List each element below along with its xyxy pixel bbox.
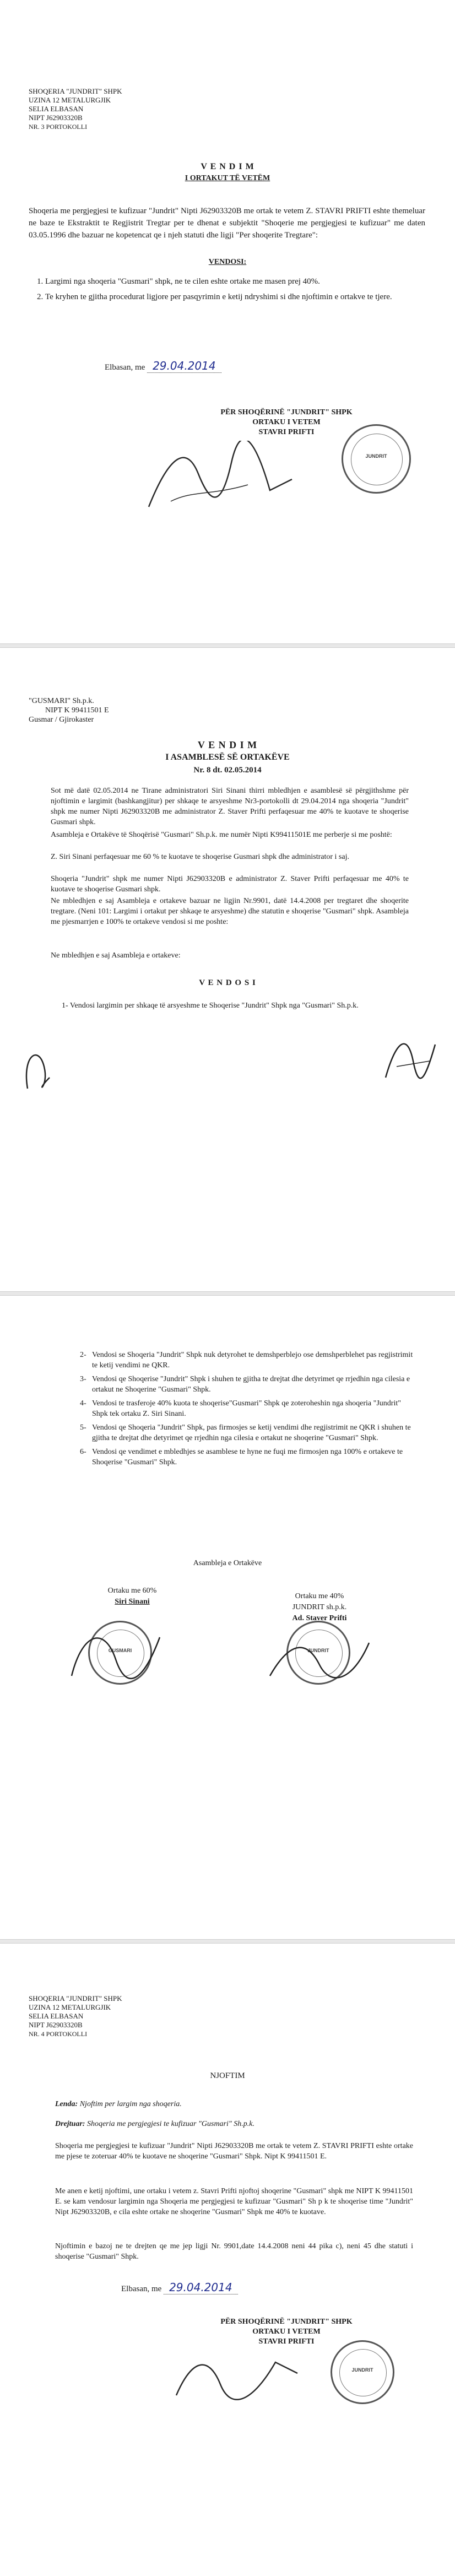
decision-item: 2. Te kryhen te gjitha procedurat ligjore per pasqyrimin e ketij ndryshimi si dhe njoftimin e ortakve te tjere. [45, 291, 431, 303]
body-paragraph: Me anen e ketij njoftimi, une ortaku i vetem z. Stavri Prifti njoftoj shoqerine "Gusmari" shpk me NIPT K 99411501 E. se kam vendosur largimin nga Shoqeria me pergjegjesi te kufizuar "Gusmari" Sh p k te shoqerise time "Jundrit" Nipt J62903320B, e cila eshte ortake ne shoqerine "Gusmari" Shpk me 40% te kuotave. [55, 2187, 413, 2216]
company-nipt: NIPT J62903320B [29, 2021, 83, 2029]
company-name: SHOQERIA "JUNDRIT" SHPK [29, 87, 122, 95]
signatory-role: Ortaku me 40% [295, 1592, 344, 1600]
company-stamp-icon: JUNDRIT [286, 1621, 350, 1685]
document-subtitle: I ORTAKUT TË VETËM [185, 174, 270, 182]
decision-item [62, 1000, 403, 1011]
company-city: Gusmar / Gjirokaster [29, 716, 94, 724]
left-signatory [72, 1585, 193, 1608]
intro-paragraph: Shoqeria me pergjegjesi te kufizuar "Jundrit" Nipti J62903320B me ortak te vetem Z. STAVRI PRIFTI eshte themeluar ne baze te Ekstraktit te Regjistrit Tregtar per te dhenat e subjektit "Shoqerie me pergjegjesi te kufizuar" me daten 03.05.1996 dhe bazuar ne kopetencat qe i njeh statuti dhe ligji "Per shoqerite Tregtare": [29, 207, 425, 240]
body-paragraph: Ne mbledhjen e saj Asambleja e ortakeve bazuar ne ligjin Nr.9901, datë 14.4.2008 per tregtaret dhe shoqerite tregtare. (Neni 101: Largimi i ortakut per shkaqe te arsyeshme) dhe statutin e shoqerise "Gusmari" shpk. Asambleja me pjesmarrjen e 100% te ortakeve vendosi si me poshte: [51, 897, 409, 926]
handwritten-signature-icon [259, 1626, 380, 1692]
decision-item [80, 1374, 416, 1395]
document-title: V E N D I M [201, 162, 254, 171]
company-city: SELIA ELBASAN [29, 2012, 84, 2020]
handwritten-date: 29.04.2014 [164, 2281, 238, 2294]
company-address: UZINA 12 METALURGJIK [29, 96, 111, 104]
signature-name: STAVRI PRIFTI [258, 2337, 315, 2346]
signatory-name: Siri Sinani [115, 1598, 150, 1606]
company-header [29, 87, 194, 131]
decision-item [80, 1350, 416, 1371]
signature-name: STAVRI PRIFTI [258, 428, 315, 436]
decision-list [29, 275, 431, 306]
document-title: NJOFTIM [210, 2071, 245, 2080]
body-paragraph: Z. Siri Sinani perfaqesuar me 60 % te kuotave te shoqerise Gusmari shpk dhe administrator i saj. [51, 853, 349, 861]
place-date [121, 2281, 238, 2294]
page-separator [0, 1291, 455, 1296]
item-number: 4- [80, 1399, 86, 1408]
signature-role: ORTAKU I VETEM [252, 418, 321, 426]
item-number: 2- [80, 1351, 86, 1359]
decision-heading: VENDOSI: [208, 258, 247, 266]
signature-company: PËR SHOQËRINË "JUNDRIT" SHPK [220, 2318, 353, 2326]
signature-role: ORTAKU I VETEM [252, 2328, 321, 2336]
item-text: Vendosi se Shoqeria "Jundrit" Shpk nuk detyrohet te demshperblejo ose demshperblehet pas regjistrimit te ketij vendimi ne QKR. [92, 1351, 413, 1370]
body-paragraph: Asambleja e Ortakëve të Shoqërisë "Gusmari" Sh.p.k. me numër Nipti K99411501E me perberje si me poshtë: [51, 831, 392, 839]
company-address: UZINA 12 METALURGJIK [29, 2003, 111, 2011]
right-signatory [259, 1591, 380, 1624]
decision-number: Nr. 8 dt. 02.05.2014 [193, 766, 262, 775]
decision-item [80, 1398, 416, 1419]
body-paragraph: Sot më datë 02.05.2014 ne Tirane administratori Siri Sinani thirri mbledhjen e asamblesë së përgjithshme për njoftimin e largimit (bashkangjitur) per shkaqe te arsyeshme Nr3-portokolli dt 29.04.2014 nga shoqeria "Jundrit" shpk me numer Nipti J62903320B me administrator Z. Staver Prifti perfaqesuar me 40% te kuotave te shoqerise Gusmari shpk. [51, 787, 409, 826]
company-nipt: NIPT J62903320B [29, 113, 83, 122]
item-number: 5- [80, 1424, 86, 1432]
subject-label: Lenda: [55, 2100, 78, 2108]
company-name: SHOQERIA "JUNDRIT" SHPK [29, 1994, 122, 2003]
body-paragraph: Ne mbledhjen e saj Asambleja e ortakeve: [51, 951, 181, 960]
decision-list-continued [80, 1350, 416, 1471]
protocol-number: NR. 4 PORTOKOLLI [29, 2030, 88, 2038]
company-stamp-icon: JUNDRIT [342, 424, 411, 494]
place-date [105, 359, 221, 372]
signature-block [198, 2317, 375, 2347]
place-label: Elbasan, me [121, 2285, 162, 2293]
page-1-vendim-ortaku [0, 0, 455, 639]
decision-item [80, 1447, 416, 1468]
company-nipt: NIPT K 99411501 E [45, 706, 109, 715]
body-paragraph: Njoftimin e bazoj ne te drejten qe me jep ligji Nr. 9901,date 14.4.2008 neni 44 pika c), neni 45 dhe statuti i shoqerise "Gusmari" Shpk. [55, 2242, 413, 2261]
company-header [29, 1994, 194, 2038]
page-4-njoftim [0, 1944, 455, 2576]
document-title: V E N D I M [197, 739, 258, 750]
item-number: 1- [62, 1002, 70, 1010]
body-paragraph: Shoqeria me pergjegjesi te kufizuar "Jundrit" Nipti J62903320B me ortak te vetem Z. STAVRI PRIFTI eshte ortake me pjese te zoteruar 40% te kuotave ne shoqerine "Gusmari" Shpk. Nipt K 99411501 E. [55, 2142, 413, 2161]
signature-company: PËR SHOQËRINË "JUNDRIT" SHPK [220, 408, 353, 416]
company-stamp-icon: JUNDRIT [331, 2340, 394, 2404]
company-header [29, 696, 172, 724]
page-separator [0, 643, 455, 648]
handwritten-date: 29.04.2014 [147, 359, 221, 373]
handwritten-signature-icon [380, 1028, 441, 1089]
item-text: Vendosi qe Shoqerise "Jundrit" Shpk i shuhen te gjitha te drejtat dhe detyrimet qe rrjedhin nga cilesia e ortakut ne Shoqerine "Gusmari" Shpk. [92, 1375, 410, 1394]
item-text: Vendosi qe vendimet e mbledhjes se asamblese te hyne ne fuqi me firmosjen nga 100% e ortakeve te Shoqerise "Gusmari" Shpk. [92, 1448, 403, 1466]
signature-block [198, 408, 375, 437]
company-stamp-icon: GUSMARI [88, 1621, 152, 1685]
handwritten-signature-icon [17, 1033, 61, 1100]
handwritten-signature-icon [165, 2346, 308, 2406]
page-separator [0, 1939, 455, 1944]
subject-text: Njoftim per largim nga shoqeria. [79, 2100, 182, 2108]
signatory-role: Ortaku me 60% [107, 1587, 157, 1595]
recipient-label: Drejtuar: [55, 2120, 85, 2128]
handwritten-signature-icon [61, 1615, 171, 1692]
document-subtitle: I ASAMBLESË SË ORTAKËVE [165, 753, 290, 762]
handwritten-signature-icon [138, 441, 303, 518]
body-paragraph: Shoqeria "Jundrit" shpk me numer Nipti J62903320B e administrator Z. Staver Prifti perfaqesuar me 40% te kuotave te shoqerise Gusmari shpk. [51, 875, 409, 894]
item-text: Vendosi te trasferoje 40% kuota te shoqerise"Gusmari" Shpk qe zoteroheshin nga shoqeria "Jundrit" Shpk tek ortaku Z. Siri Sinani. [92, 1399, 401, 1418]
item-number: 6- [80, 1448, 86, 1456]
item-text: Vendosi qe Shoqeria "Jundrit" Shpk, pas firmosjes se ketij vendimi dhe regjistrimit ne QKR i shuhen te gjitha te drejtat dhe detyrimet qe rrjedhin nga cilesia e ortakut ne shoqerine "Gusmari" Shpk. [92, 1424, 411, 1442]
place-label: Elbasan, me [105, 363, 145, 372]
decision-heading: V E N D O S I [199, 978, 256, 987]
page-3-vendim-vazhdim [0, 1296, 455, 1935]
signatory-company: JUNDRIT sh.p.k. [292, 1603, 347, 1611]
decision-item: 1. Largimi nga shoqeria "Gusmari" shpk, ne te cilen eshte ortake me masen prej 40%. [45, 275, 431, 288]
recipient-line [55, 2120, 419, 2129]
subject-line [55, 2100, 419, 2109]
company-name: "GUSMARI" Sh.p.k. [29, 697, 94, 705]
decision-item [80, 1422, 416, 1443]
protocol-number: NR. 3 PORTOKOLLI [29, 123, 88, 131]
assembly-label: Asambleja e Ortakëve [193, 1559, 262, 1567]
item-number: 3- [80, 1375, 86, 1383]
item-text: Vendosi largimin per shkaqe të arsyeshme te Shoqerise "Jundrit" Shpk nga "Gusmari" Sh.p.k. [69, 1002, 359, 1010]
recipient-text: Shoqeria me pergjegjesi te kufizuar "Gusmari" Sh.p.k. [86, 2120, 254, 2128]
page-2-vendim-asamblese [0, 648, 455, 1287]
signatory-name: Ad. Staver Prifti [292, 1614, 347, 1622]
company-city: SELIA ELBASAN [29, 105, 84, 113]
